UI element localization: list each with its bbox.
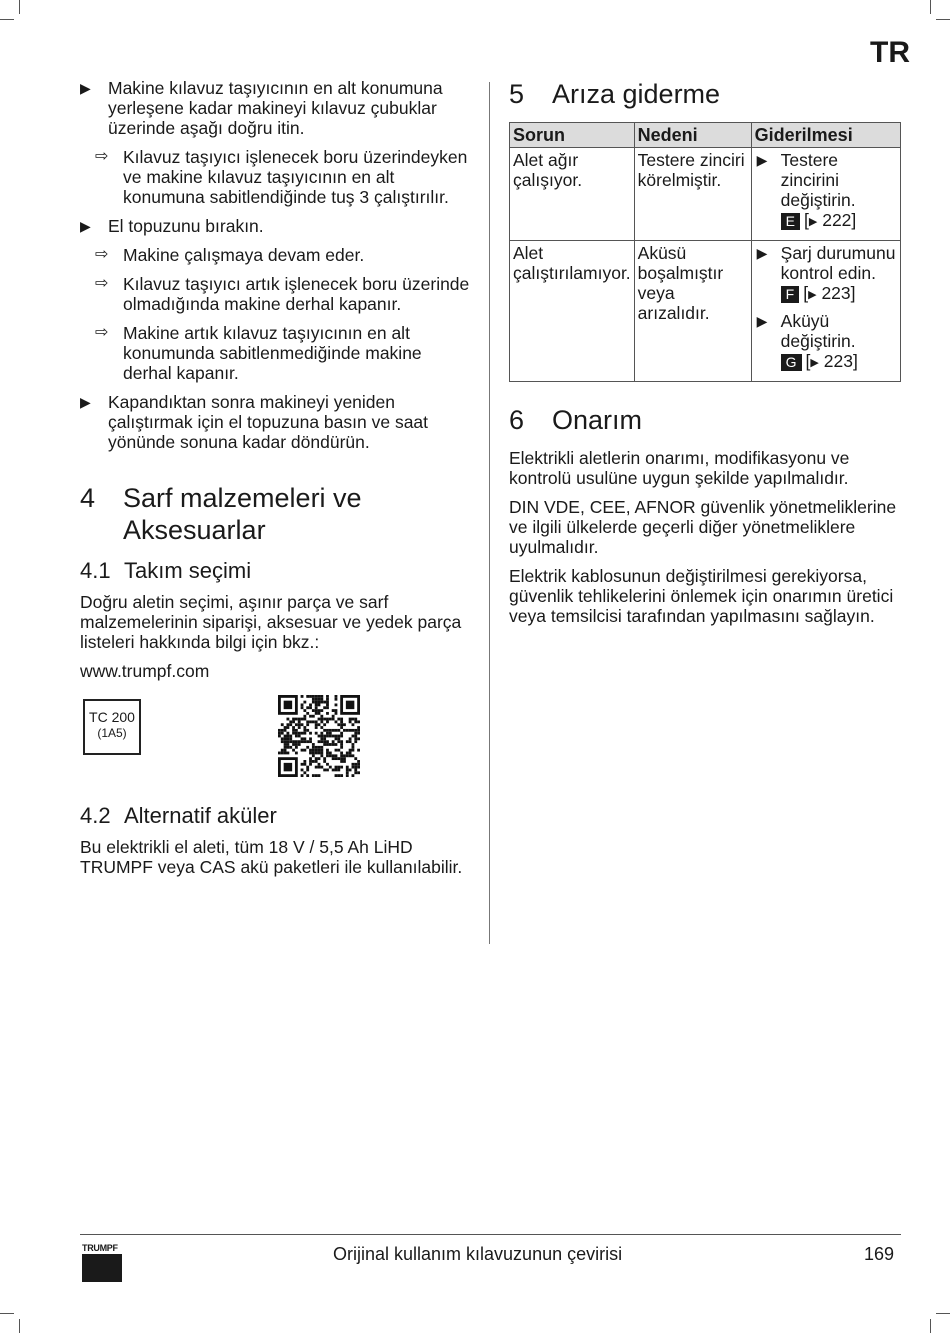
section-number: 5 [509,79,525,109]
logo-block [82,1254,122,1282]
section-5-heading [509,78,901,110]
outline-arrow-right-icon: ⇨ [95,324,109,341]
brand-name: TRUMPF [82,1243,118,1253]
crop-mark [0,19,14,20]
instruction-steps [80,78,472,452]
result-step [80,323,472,383]
footer-title: Orijinal kullanım kılavuzunun çevirisi [333,1244,623,1264]
tool-code: (1A5) [97,726,127,740]
page-number: 169 [864,1244,895,1264]
small-triangle-icon: ▶ [810,357,819,369]
figure-badge: F [781,286,800,303]
subsection-number: 4.1 [80,558,111,583]
remedy-item [755,150,897,232]
result-step [80,274,472,314]
subsection-number: 4.2 [80,803,111,828]
page-reference[interactable]: [▶ 222] [804,210,857,230]
figure-badge: E [781,213,800,230]
crop-mark [0,1313,14,1314]
section-title: Sarf malzemeleri ve Aksesuarlar [123,483,362,545]
tool-label: TC 200 [89,709,135,725]
remedy-text: Şarj durumunu kontrol edin. [780,243,896,283]
section-4-2-heading [80,803,472,829]
action-step [80,78,472,138]
action-step [80,216,472,236]
step-text: Makine çalışmaya devam eder. [123,245,365,265]
result-step [80,147,472,207]
figure-badge: G [781,354,802,371]
column-header: Nedeni [634,123,751,148]
remedy-item [755,311,897,373]
tool-label-box [83,699,141,755]
outline-arrow-right-icon: ⇨ [95,148,109,165]
outline-arrow-right-icon: ⇨ [95,246,109,263]
reference-page: 223 [821,283,851,303]
footer-rule [80,1234,901,1235]
reference-page: 222 [822,210,852,230]
column-divider [489,82,490,944]
table-header-row [510,123,901,148]
remedy-item [755,243,897,305]
language-code: TR [870,36,910,69]
subsection-title: Takım seçimi [124,558,252,583]
triangle-right-icon: ▶ [756,245,768,261]
section-number: 6 [509,405,525,435]
tool-selection-text: Doğru aletin seçimi, aşınır parça ve sarf malzemelerinin siparişi, aksesuar ve yedek parça listeleri hakkında bilgi için bkz.: [80,592,462,652]
reference-page: 223 [823,351,853,371]
triangle-right-icon: ▶ [80,394,91,410]
section-number: 4 [80,483,96,513]
triangle-right-icon: ▶ [756,313,768,329]
repair-paragraph: Elektrikli aletlerin onarımı, modifikasyonu ve kontrolü usulüne uygun şekilde yapılmalıdır. [509,448,850,488]
step-text: Kapandıktan sonra makineyi yeniden çalıştırmak için el topuzuna basın ve saat yönünde sonuna kadar döndürün. [108,392,429,452]
remedy-cell [751,241,900,382]
repair-paragraph: DIN VDE, CEE, AFNOR güvenlik yönetmeliklerine ve ilgili ülkelerde geçerli diğer yönetmeliklere uyulmalıdır. [509,497,897,557]
small-triangle-icon: ▶ [808,216,818,228]
column-header: Sorun [510,123,635,148]
right-column [509,78,901,635]
qr-code-icon[interactable] [278,695,360,777]
section-title: Onarım [552,405,643,435]
remedy-reference [781,351,897,373]
battery-text: Bu elektrikli el aleti, tüm 18 V / 5,5 Ah LiHD TRUMPF veya CAS akü paketleri ile kullanılabilir. [80,837,463,877]
troubleshooting-table [509,122,901,382]
left-column [80,78,472,886]
crop-mark [936,1313,950,1314]
trumpf-logo [82,1243,122,1282]
step-text: Kılavuz taşıyıcı işlenecek boru üzerindeyken ve makine kılavuz taşıyıcının en alt konumuna sabitlendiğinde tuş 3 çalıştırılır. [123,147,468,207]
remedy-reference [781,210,897,232]
step-text: Makine kılavuz taşıyıcının en alt konumuna yerleşene kadar makineyi kılavuz çubuklar üzerinde aşağı doğru itin. [108,78,443,138]
section-6-heading [509,404,901,436]
triangle-right-icon: ▶ [80,218,91,234]
triangle-right-icon: ▶ [80,80,91,96]
website-link[interactable]: www.trumpf.com [80,661,210,681]
crop-mark [19,0,20,14]
small-triangle-icon: ▶ [808,289,817,301]
column-header: Giderilmesi [751,123,900,148]
outline-arrow-right-icon: ⇨ [95,275,109,292]
action-step [80,392,472,452]
subsection-title: Alternatif aküler [124,803,277,828]
crop-mark [19,1319,20,1333]
table-row [510,241,901,382]
table-row [510,148,901,241]
problem-cell: Alet çalıştırılamıyor. [510,241,635,382]
step-text: Kılavuz taşıyıcı artık işlenecek boru üzerinde olmadığında makine derhal kapanır. [123,274,470,314]
section-4-1-heading [80,558,472,584]
cause-cell: Testere zinciri körelmiştir. [634,148,751,241]
crop-mark [930,1319,931,1333]
section-title: Arıza giderme [552,79,721,109]
remedy-text: Testere zincirini değiştirin. [780,150,856,210]
result-step [80,245,472,265]
repair-paragraph: Elektrik kablosunun değiştirilmesi gerekiyorsa, güvenlik tehlikelerini önlemek için onarımın üretici veya temsilcisi tarafından yapılmasını sağlayın. [509,566,894,626]
remedy-text: Aküyü değiştirin. [780,311,856,351]
remedy-reference [781,283,897,305]
repair-paragraphs [509,448,901,626]
remedy-cell [751,148,900,241]
step-text: Makine artık kılavuz taşıyıcının en alt konumunda sabitlenmediğinde makine derhal kapanır. [123,323,422,383]
crop-mark [936,19,950,20]
page-reference[interactable]: [▶ 223] [805,351,858,371]
section-4-heading [80,482,472,546]
problem-cell: Alet ağır çalışıyor. [510,148,635,241]
crop-mark [930,0,931,14]
triangle-right-icon: ▶ [756,152,768,168]
tool-info-row [80,695,472,783]
cause-cell: Aküsü boşalmıştır veya arızalıdır. [634,241,751,382]
step-text: El topuzunu bırakın. [108,216,264,236]
page-reference[interactable]: [▶ 223] [803,283,856,303]
